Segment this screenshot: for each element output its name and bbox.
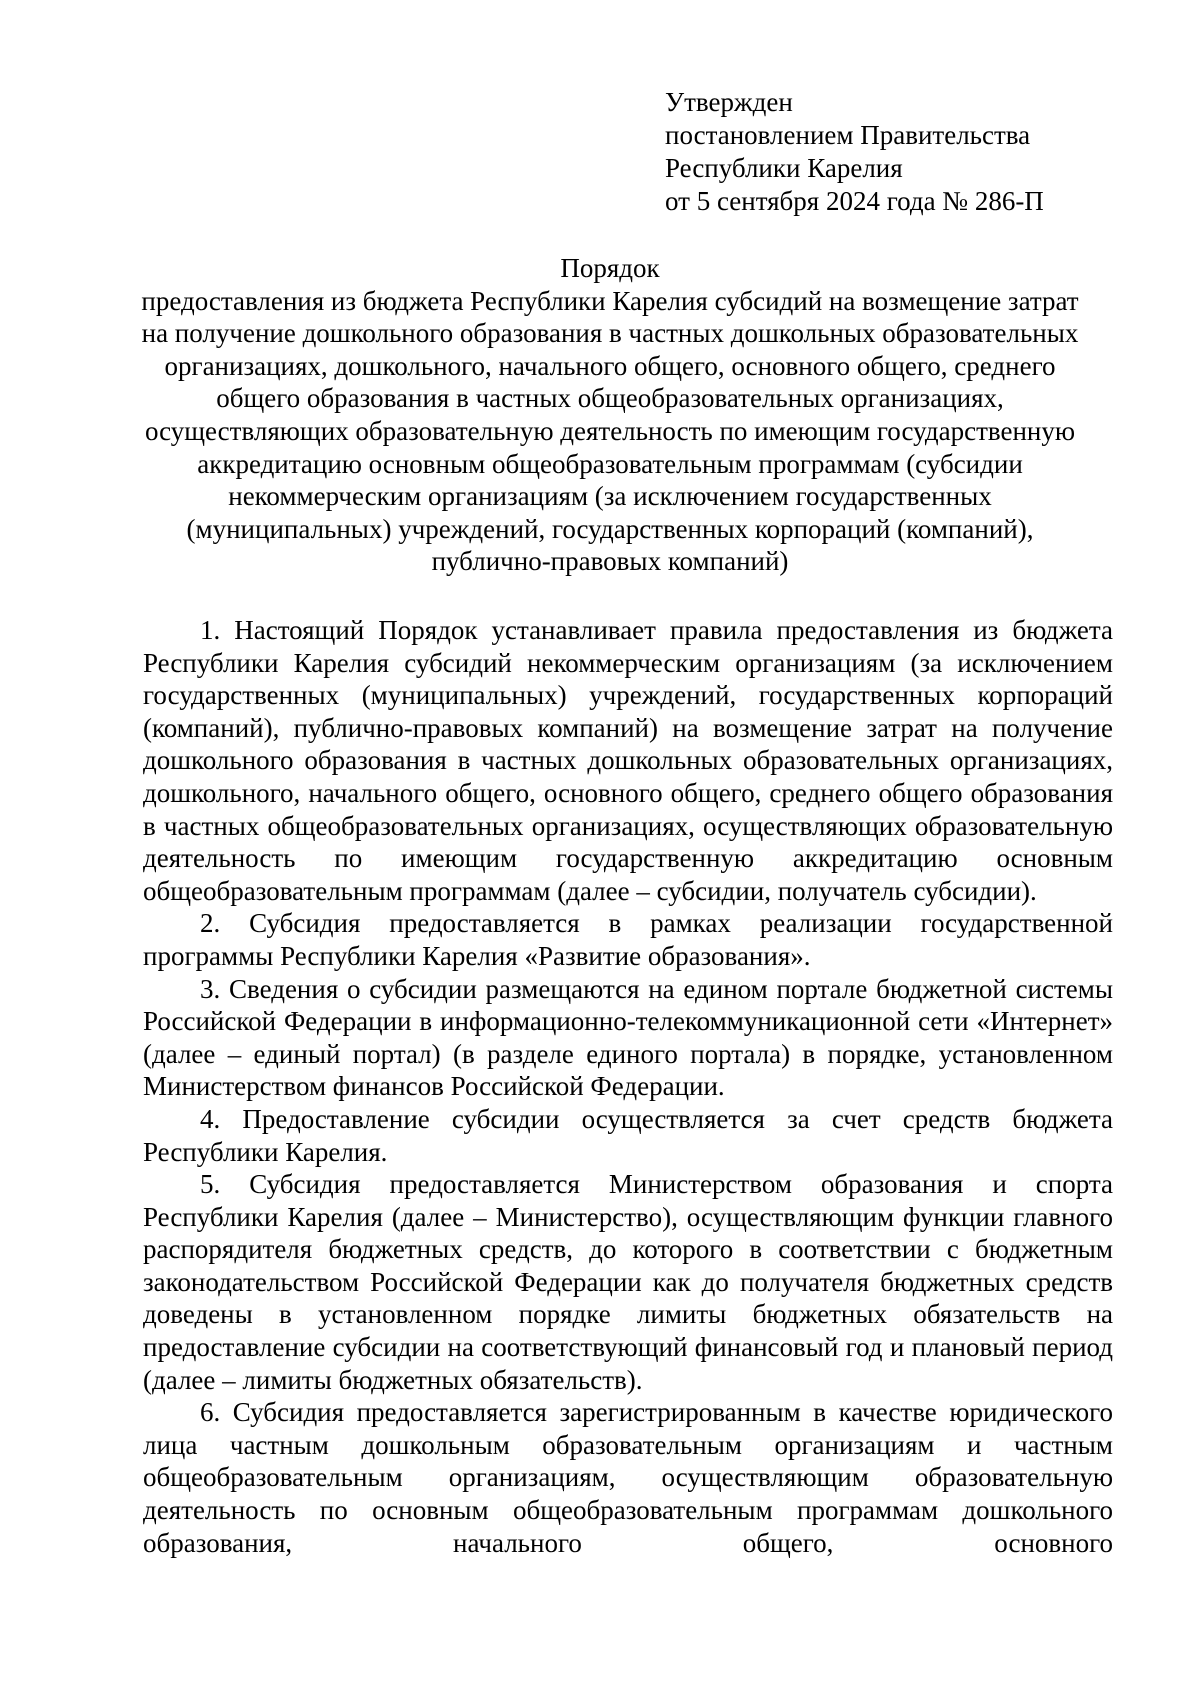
paragraph-1: 1. Настоящий Порядок устанавливает правила предоставления из бюджета Республики Карелия субсидий некоммерческим организациям (за исключением государственных (муниципальных) учреждений, государственных корпораций (компаний), публично-правовых компаний) на возмещение затрат на получение дошкольного образования в частных дошкольных образовательных организациях, дошкольного, начального общего, основного общего, среднего общего образования в частных общеобразовательных организациях, осуществляющих образовательную деятельность по имеющим государственную аккредитацию основным общеобразовательным программам (далее – субсидии, получатель субсидии). [143, 615, 1113, 906]
document-body [143, 614, 1113, 1559]
approval-stamp [665, 86, 1044, 218]
paragraph-6: 6. Субсидия предоставляется зарегистрированным в качестве юридического лица частным дошкольным образовательным организациям и частным общеобразовательным организациям, осуществляющим образовательную деятельность по основным общеобразовательным программам дошкольного образования, начального общего, основного [143, 1397, 1113, 1558]
document-subtitle: предоставления из бюджета Республики Карелия субсидий на возмещение затрат на получение дошкольного образования в частных дошкольных образовательных организациях, дошкольного, начального общего, основного общего, среднего общего образования в частных общеобразовательных организациях, осуществляющих образовательную деятельность по имеющим государственную аккредитацию основным общеобразовательным программам (субсидии некоммерческим организациям (за исключением государственных (муниципальных) учреждений, государственных корпораций (компаний), публично-правовых компаний) [141, 285, 1079, 577]
paragraph-5: 5. Субсидия предоставляется Министерством образования и спорта Республики Карелия (далее – Министерство), осуществляющим функции главного распорядителя бюджетных средств, до которого в соответствии с бюджетным законодательством Российской Федерации как до получателя бюджетных средств доведены в установленном порядке лимиты бюджетных обязательств на предоставление субсидии на соответствующий финансовый год и плановый период (далее – лимиты бюджетных обязательств). [143, 1169, 1113, 1395]
approval-line: Утвержден [665, 87, 793, 117]
paragraph-2: 2. Субсидия предоставляется в рамках реализации государственной программы Республики Карелия «Развитие образования». [143, 908, 1113, 971]
approval-date-line: от 5 сентября 2024 года № 286-П [665, 186, 1044, 216]
approval-line: Республики Карелия [665, 153, 903, 183]
document-heading: Порядок [560, 253, 660, 283]
approval-line: постановлением Правительства [665, 120, 1031, 150]
paragraph-3: 3. Сведения о субсидии размещаются на едином портале бюджетной системы Российской Федерации в информационно-телекоммуникационной сети «Интернет» (далее – единый портал) (в разделе единого портала) в порядке, установленном Министерством финансов Российской Федерации. [143, 973, 1113, 1102]
document-title-block [140, 252, 1080, 578]
paragraph-4: 4. Предоставление субсидии осуществляется за счет средств бюджета Республики Карелия. [143, 1103, 1113, 1167]
